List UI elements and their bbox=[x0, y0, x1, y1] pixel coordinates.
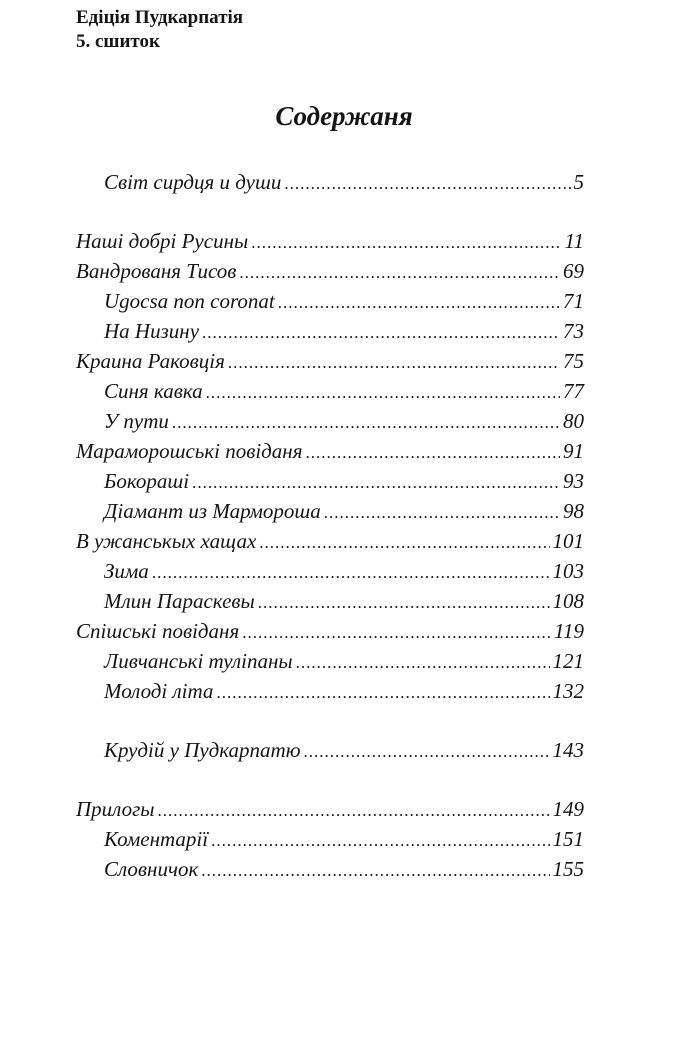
leader-dots bbox=[216, 678, 549, 708]
leader-dots bbox=[296, 648, 550, 678]
toc-entry-title: В ужанськых хащах bbox=[76, 529, 257, 553]
toc-entry-title: Мараморошські повіданя bbox=[76, 439, 303, 463]
toc-entry-page: 71 bbox=[563, 289, 584, 313]
toc-entry-title: Ugocsa non coronat bbox=[104, 289, 275, 313]
leader-dots bbox=[192, 468, 560, 498]
toc-entry-page: 93 bbox=[563, 469, 584, 493]
issue-number: 5. сшиток bbox=[76, 31, 160, 52]
toc-entry bbox=[104, 735, 584, 765]
toc-entry bbox=[76, 526, 584, 556]
toc-entry-title: Наші добрі Русины bbox=[76, 229, 249, 253]
toc-entry bbox=[76, 436, 584, 466]
toc-entry bbox=[76, 226, 584, 256]
toc-entry-title: Краина Раковція bbox=[76, 349, 225, 373]
page-title: Содержаня bbox=[275, 101, 413, 131]
toc-entry-title: Світ сирдця и души bbox=[104, 170, 282, 194]
leader-dots bbox=[201, 856, 549, 886]
toc-entry-page: 98 bbox=[563, 499, 584, 523]
toc-entry bbox=[104, 676, 584, 706]
toc-entry-title: Бокораші bbox=[104, 469, 190, 493]
toc-entry-page: 103 bbox=[552, 559, 584, 583]
toc-entry-page: 151 bbox=[552, 827, 584, 851]
toc-entry-title: У пути bbox=[104, 409, 169, 433]
toc-entry-page: 69 bbox=[563, 259, 584, 283]
leader-dots bbox=[284, 169, 570, 199]
toc-entry-title: Крудій у Пудкарпатю bbox=[104, 738, 301, 762]
toc-entry-title: Зима bbox=[104, 559, 149, 583]
toc-entry-title: Млин Параскевы bbox=[104, 589, 255, 613]
toc-entry-page: 101 bbox=[552, 529, 584, 553]
toc-entry bbox=[76, 256, 584, 286]
leader-dots bbox=[251, 228, 561, 258]
toc-entry-page: 121 bbox=[552, 649, 584, 673]
toc-entry bbox=[76, 346, 584, 376]
toc-entry-page: 132 bbox=[552, 679, 584, 703]
leader-dots bbox=[306, 438, 561, 468]
toc-entry-page: 75 bbox=[563, 349, 584, 373]
leader-dots bbox=[228, 348, 560, 378]
toc-entry-title: Ливчанські тулiпаны bbox=[104, 649, 293, 673]
toc-entry bbox=[104, 496, 584, 526]
toc-entry bbox=[104, 466, 584, 496]
toc-entry-page: 108 bbox=[552, 589, 584, 613]
leader-dots bbox=[211, 826, 549, 856]
toc-entry-page: 77 bbox=[563, 379, 584, 403]
toc-entry-page: 119 bbox=[554, 619, 584, 643]
toc-entry-title: Спішські повіданя bbox=[76, 619, 240, 643]
toc-entry-page: 80 bbox=[563, 409, 584, 433]
toc-entry-page: 91 bbox=[563, 439, 584, 463]
toc-entry bbox=[104, 286, 584, 316]
leader-dots bbox=[152, 558, 550, 588]
toc-entry-title: Синя кавка bbox=[104, 379, 203, 403]
toc-entry bbox=[104, 646, 584, 676]
toc-entry-title: Вандрованя Тисов bbox=[76, 259, 237, 283]
leader-dots bbox=[304, 737, 550, 767]
toc-entry bbox=[104, 586, 584, 616]
toc-entry-title: Діамант из Мармороша bbox=[104, 499, 321, 523]
toc-entry-page: 11 bbox=[564, 229, 584, 253]
toc-entry-title: Словничок bbox=[104, 857, 199, 881]
toc-entry bbox=[104, 167, 584, 197]
leader-dots bbox=[172, 408, 560, 438]
toc-entry bbox=[104, 824, 584, 854]
toc-entry-title: Молоді літа bbox=[104, 679, 214, 703]
toc-entry-page: 73 bbox=[563, 319, 584, 343]
leader-dots bbox=[206, 378, 560, 408]
toc-entry bbox=[104, 854, 584, 884]
toc-entry bbox=[76, 616, 584, 646]
toc-entry-page: 149 bbox=[552, 797, 584, 821]
leader-dots bbox=[158, 796, 550, 826]
toc-entry bbox=[104, 406, 584, 436]
leader-dots bbox=[239, 258, 560, 288]
leader-dots bbox=[202, 318, 560, 348]
leader-dots bbox=[242, 618, 551, 648]
leader-dots bbox=[258, 588, 550, 618]
leader-dots bbox=[278, 288, 560, 318]
toc-entry bbox=[104, 556, 584, 586]
toc-entry-title: Прилогы bbox=[76, 797, 155, 821]
toc-entry bbox=[76, 794, 584, 824]
toc-entry-page: 155 bbox=[552, 857, 584, 881]
leader-dots bbox=[324, 498, 560, 528]
toc-entry bbox=[104, 316, 584, 346]
toc-entry-title: Коментарії bbox=[104, 827, 209, 851]
toc-entry bbox=[104, 376, 584, 406]
toc-entry-page: 5 bbox=[573, 170, 584, 194]
edition-name: Едіція Пудкарпатія bbox=[76, 7, 244, 28]
toc-entry-title: На Низину bbox=[104, 319, 200, 343]
toc-entry-page: 143 bbox=[552, 738, 584, 762]
leader-dots bbox=[259, 528, 549, 558]
